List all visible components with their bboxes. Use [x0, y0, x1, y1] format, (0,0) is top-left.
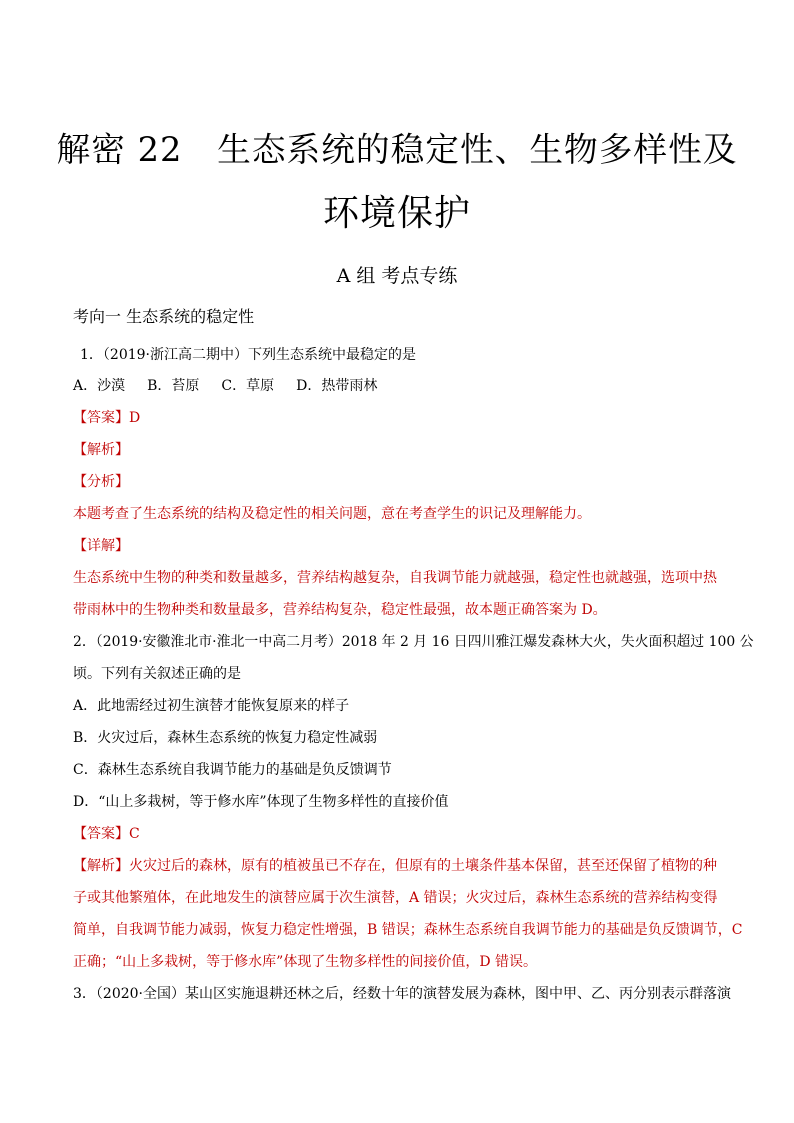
group-subtitle: A 组 考点专练	[336, 265, 458, 287]
answer-value: D	[129, 410, 141, 426]
q2-jiexi-line-1	[73, 856, 743, 876]
q2-answer	[73, 824, 743, 844]
q1-option-a: A．沙漠	[73, 378, 126, 394]
q2-jiexi-line-2: 子或其他繁殖体，在此地发生的演替应属于次生演替，A 错误；火灾过后，森林生态系统的营养结构变得	[73, 890, 718, 906]
q1-fenxi-label: 【分析】	[73, 474, 129, 490]
title-line-1: 解密 22 生态系统的稳定性、生物多样性及	[56, 130, 738, 169]
q1-option-d: D．热带雨林	[296, 378, 378, 394]
q1-xiangjie-line-2: 带雨林中的生物种类和数量最多，营养结构复杂，稳定性最强，故本题正确答案为 D。	[73, 602, 607, 618]
q1-xiangjie-line-1: 生态系统中生物的种类和数量越多，营养结构越复杂，自我调节能力就越强，稳定性也就越强，选项中热	[73, 570, 717, 586]
q2-jiexi-line-3: 简单，自我调节能力减弱，恢复力稳定性增强，B 错误；森林生态系统自我调节能力的基础是负反馈调节，C	[73, 922, 743, 938]
q2-stem-line-1: 2．（2019·安徽淮北市·淮北一中高二月考）2018 年 2 月 16 日四川雅江爆发森林大火，失火面积超过 100 公	[73, 634, 754, 650]
q1-xiangjie-label: 【详解】	[73, 538, 129, 554]
q1-option-b: B．苔原	[147, 378, 200, 394]
q1-option-c: C．草原	[221, 378, 275, 394]
q1-jiexi-label: 【解析】	[73, 442, 129, 458]
q2-option-c: C．森林生态系统自我调节能力的基础是负反馈调节	[73, 762, 392, 778]
jiexi-text: 火灾过后的森林，原有的植被虽已不存在，但原有的土壤条件基本保留，甚至还保留了植物的种	[129, 858, 717, 874]
q2-option-d: D．“山上多栽树，等于修水库”体现了生物多样性的直接价值	[73, 794, 449, 810]
q1-options	[73, 376, 743, 396]
title-line-2: 环境保护	[322, 193, 471, 234]
answer-label: 【答案】	[73, 410, 129, 426]
q1-stem: 1．（2019·浙江高二期中）下列生态系统中最稳定的是	[80, 347, 416, 363]
answer-value: C	[129, 826, 140, 842]
answer-label: 【答案】	[73, 826, 129, 842]
q2-jiexi-line-4: 正确；“山上多栽树，等于修水库”体现了生物多样性的间接价值，D 错误。	[73, 954, 537, 970]
q1-fenxi-text: 本题考查了生态系统的结构及稳定性的相关问题，意在考查学生的识记及理解能力。	[73, 506, 591, 522]
q2-option-b: B．火灾过后，森林生态系统的恢复力稳定性减弱	[73, 730, 378, 746]
q3-stem: 3．（2020·全国）某山区实施退耕还林之后，经数十年的演替发展为森林，图中甲、乙、丙分别表示群落演	[73, 986, 731, 1002]
q2-stem-line-2: 顷。下列有关叙述正确的是	[73, 666, 241, 682]
jiexi-label: 【解析】	[73, 858, 129, 874]
section-heading: 考向一 生态系统的稳定性	[73, 307, 255, 326]
q2-option-a: A．此地需经过初生演替才能恢复原来的样子	[73, 698, 350, 714]
q1-answer	[73, 408, 743, 428]
